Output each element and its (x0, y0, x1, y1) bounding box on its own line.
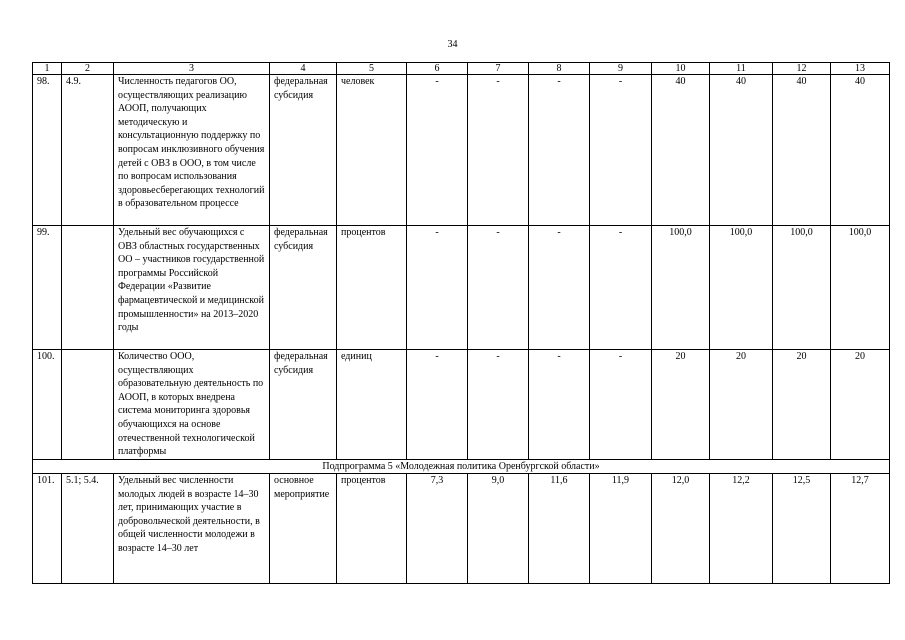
page-number: 34 (447, 39, 458, 50)
value-cell: - (529, 350, 590, 460)
value-cell: 100,0 (710, 226, 773, 350)
value-cell: 40 (773, 75, 831, 226)
value-cell: 12,0 (652, 474, 710, 584)
table-row (33, 474, 890, 584)
value-cell: - (529, 75, 590, 226)
value-cell: - (468, 226, 529, 350)
funding-source: федеральная субсидия (270, 75, 337, 226)
value-cell: - (590, 350, 652, 460)
column-header: 6 (407, 63, 468, 75)
indicator-name: Удельный вес численности молодых людей в возрасте 14–30 лет, принимающих участие в добровольческой деятельности, в общей численности молодежи в возрасте 14–30 лет (114, 474, 270, 584)
row-number: 100. (33, 350, 62, 460)
table-row (33, 75, 890, 226)
value-cell: - (407, 75, 468, 226)
column-header: 2 (62, 63, 114, 75)
indicator-name: Численность педагогов ОО, осуществляющих реализацию АООП, получающих методическую и консультационную поддержку по вопросам инклюзивного обучения детей с ОВЗ в ООО, в том числе по вопросам использования здоровьесберегающих технологий в образовательном процессе (114, 75, 270, 226)
column-header: 10 (652, 63, 710, 75)
value-cell: 20 (773, 350, 831, 460)
activity-ref: 5.1; 5.4. (62, 474, 114, 584)
table-row (33, 350, 890, 460)
value-cell: 100,0 (773, 226, 831, 350)
subprogram-title: Подпрограмма 5 «Молодежная политика Оренбургской области» (33, 460, 890, 474)
value-cell: 20 (652, 350, 710, 460)
column-header: 13 (831, 63, 890, 75)
funding-source: федеральная субсидия (270, 350, 337, 460)
value-cell: 100,0 (652, 226, 710, 350)
value-cell: - (407, 226, 468, 350)
row-number: 98. (33, 75, 62, 226)
indicator-name: Удельный вес обучающихся с ОВЗ областных государственных ОО – участников государственной программы Российской Федерации «Развитие фармацевтической и медицинской промышленности» на 2013–2020 годы (114, 226, 270, 350)
value-cell: - (590, 75, 652, 226)
value-cell: - (529, 226, 590, 350)
value-cell: 11,9 (590, 474, 652, 584)
column-header: 3 (114, 63, 270, 75)
unit: процентов (337, 474, 407, 584)
value-cell: 12,5 (773, 474, 831, 584)
value-cell: 40 (710, 75, 773, 226)
value-cell: 40 (831, 75, 890, 226)
value-cell: - (468, 350, 529, 460)
row-number: 101. (33, 474, 62, 584)
unit: человек (337, 75, 407, 226)
activity-ref (62, 350, 114, 460)
column-header: 9 (590, 63, 652, 75)
column-header: 8 (529, 63, 590, 75)
value-cell: 7,3 (407, 474, 468, 584)
unit: единиц (337, 350, 407, 460)
indicators-table (32, 62, 890, 584)
activity-ref: 4.9. (62, 75, 114, 226)
value-cell: - (590, 226, 652, 350)
funding-source: основное мероприятие (270, 474, 337, 584)
column-header: 7 (468, 63, 529, 75)
value-cell: 100,0 (831, 226, 890, 350)
indicator-name: Количество ООО, осуществляющих образовательную деятельность по АООП, в которых внедрена система мониторинга здоровья обучающихся на основе отечественной технологической платформы (114, 350, 270, 460)
value-cell: 20 (831, 350, 890, 460)
subprogram-row (33, 460, 890, 474)
table-row (33, 226, 890, 350)
column-header: 12 (773, 63, 831, 75)
column-header: 11 (710, 63, 773, 75)
value-cell: - (468, 75, 529, 226)
column-header: 4 (270, 63, 337, 75)
value-cell: 12,7 (831, 474, 890, 584)
value-cell: 20 (710, 350, 773, 460)
value-cell: 11,6 (529, 474, 590, 584)
activity-ref (62, 226, 114, 350)
value-cell: 12,2 (710, 474, 773, 584)
row-number: 99. (33, 226, 62, 350)
column-header-row (33, 63, 890, 75)
column-header: 5 (337, 63, 407, 75)
unit: процентов (337, 226, 407, 350)
value-cell: 40 (652, 75, 710, 226)
value-cell: 9,0 (468, 474, 529, 584)
value-cell: - (407, 350, 468, 460)
funding-source: федеральная субсидия (270, 226, 337, 350)
column-header: 1 (33, 63, 62, 75)
